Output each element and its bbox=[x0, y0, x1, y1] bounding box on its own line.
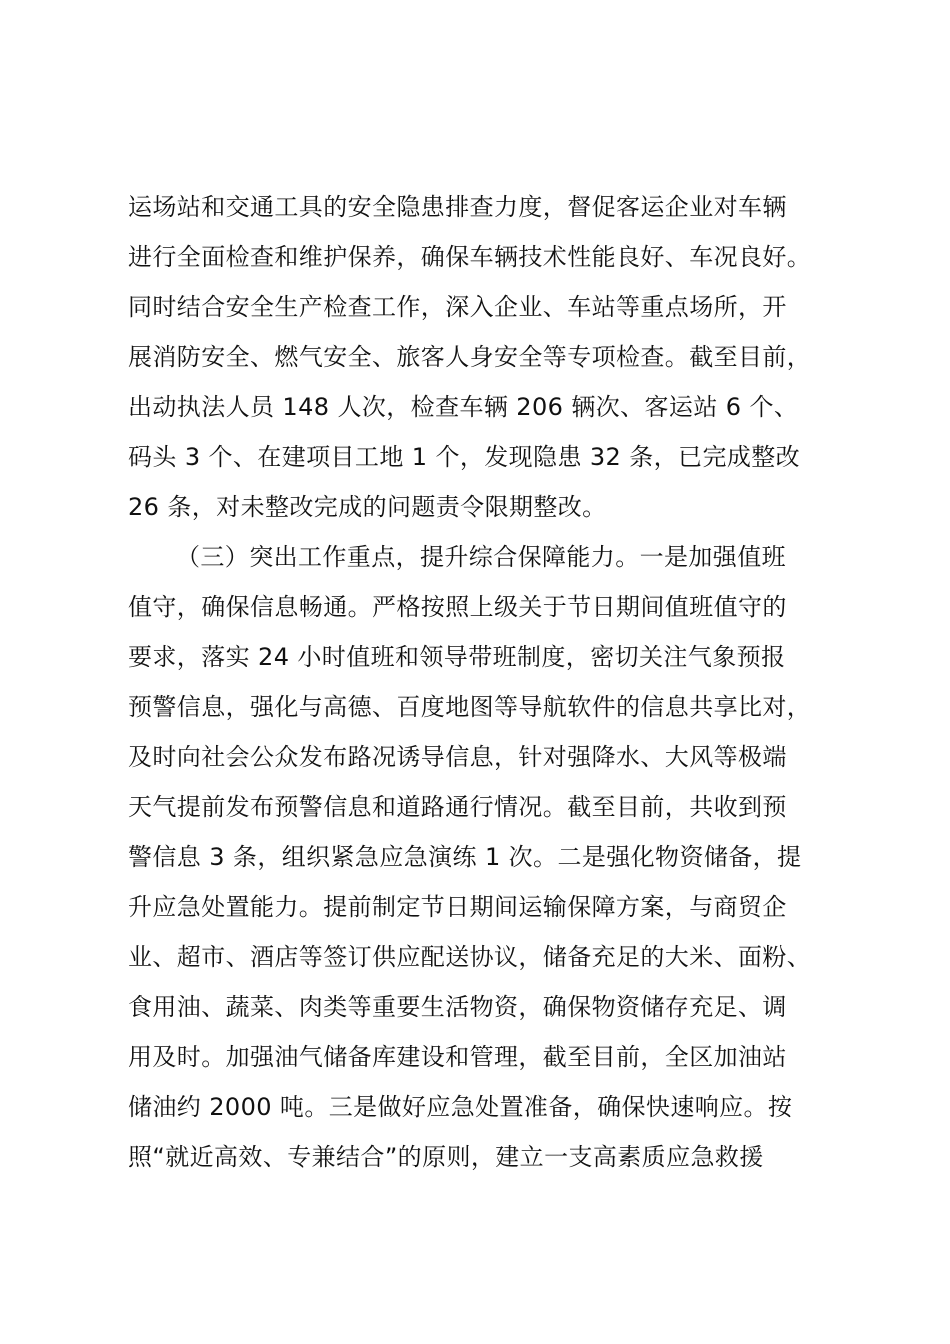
text-line: 警信息 3 条，组织紧急应急演练 1 次。二是强化物资储备，提 bbox=[128, 843, 802, 871]
text-line: 升应急处置能力。提前制定节日期间运输保障方案，与商贸企 bbox=[128, 893, 787, 921]
text-line: 照“就近高效、专兼结合”的原则，建立一支高素质应急救援 bbox=[128, 1143, 764, 1171]
text-line: 预警信息，强化与高德、百度地图等导航软件的信息共享比对， bbox=[128, 693, 812, 721]
text-line: 展消防安全、燃气安全、旅客人身安全等专项检查。截至目前， bbox=[128, 343, 812, 371]
text-line: 同时结合安全生产检查工作，深入企业、车站等重点场所，开 bbox=[128, 293, 787, 321]
text-line: 26 条，对未整改完成的问题责令限期整改。 bbox=[128, 493, 607, 521]
text-line: 运场站和交通工具的安全隐患排查力度，督促客运企业对车辆 bbox=[128, 193, 787, 221]
text-line: 业、超市、酒店等签订供应配送协议，储备充足的大米、面粉、 bbox=[128, 943, 812, 971]
text-line: 进行全面检查和维护保养，确保车辆技术性能良好、车况良好。 bbox=[128, 243, 812, 271]
section-heading-line: （三）突出工作重点，提升综合保障能力。一是加强值班 bbox=[176, 543, 786, 571]
text-line: 用及时。加强油气储备库建设和管理，截至目前，全区加油站 bbox=[128, 1043, 787, 1071]
text-line: 天气提前发布预警信息和道路通行情况。截至目前，共收到预 bbox=[128, 793, 787, 821]
body-text bbox=[128, 182, 858, 1182]
text-line: 及时向社会公众发布路况诱导信息，针对强降水、大风等极端 bbox=[128, 743, 787, 771]
text-line: 码头 3 个、在建项目工地 1 个，发现隐患 32 条，已完成整改 bbox=[128, 443, 801, 471]
text-line: 储油约 2000 吨。三是做好应急处置准备，确保快速响应。按 bbox=[128, 1093, 793, 1121]
text-line: 食用油、蔬菜、肉类等重要生活物资，确保物资储存充足、调 bbox=[128, 993, 787, 1021]
text-line: 出动执法人员 148 人次，检查车辆 206 辆次、客运站 6 个、 bbox=[128, 393, 799, 421]
text-line: 要求，落实 24 小时值班和领导带班制度，密切关注气象预报 bbox=[128, 643, 786, 671]
text-line: 值守，确保信息畅通。严格按照上级关于节日期间值班值守的 bbox=[128, 593, 787, 621]
